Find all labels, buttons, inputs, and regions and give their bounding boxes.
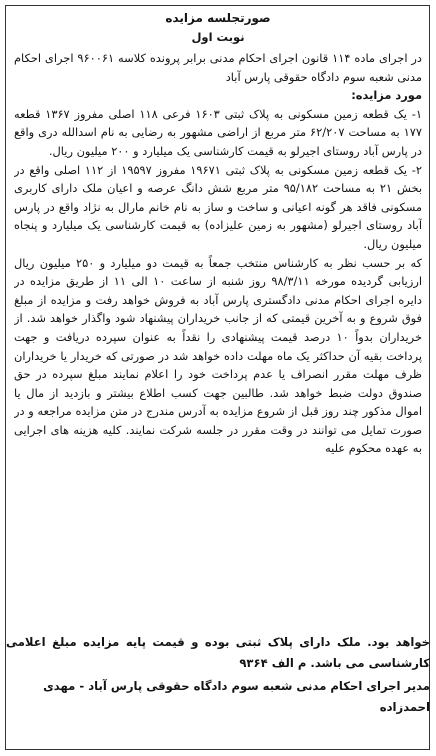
items-heading: مورد مزایده: xyxy=(351,88,422,103)
notice-intro: در اجرای ماده ۱۱۴ قانون اجرای احکام مدنی برابر پرونده کلاسه ۹۶۰۰۶۱ اجرای احکام مدنی شعبه سوم دادگاه حقوقی پارس آباد xyxy=(14,51,422,84)
signature-name: احمدزاده xyxy=(379,700,430,714)
signature-title: مدیر اجرای احکام مدنی شعبه سوم دادگاه حقوقی پارس آباد - مهدی xyxy=(43,679,430,693)
auction-item-2: ۲- یک قطعه زمین مسکونی به پلاک ثبتی ۱۹۶۷۱ مفروز ۱۹۵۹۷ از ۱۱۲ اصلی واقع در بخش ۲۱ به مساحت ۹۵/۱۸۲ متر مربع شش دانگ عرصه و اعیان ملک دارای کاربری مسکونی فاقد هر گونه اعیانی و ساخت و ساز به نام خانم مارال به نژاد واقع در پارس آباد روستای اجیرلو (مشهور به زمین علیزاده) به قیمت کارشناسی یک میلیارد و پنجاه میلیون ریال. xyxy=(14,162,422,251)
notice-round: نوبت اول xyxy=(191,30,245,44)
notice-title: صورتجلسه مزایده xyxy=(165,11,271,25)
notice-footer xyxy=(6,632,430,718)
auction-item-1: ۱- یک قطعه زمین مسکونی به پلاک ثبتی ۱۶۰۳ فرعی ۱۱۸ اصلی مفروز ۱۳۶۷ قطعه ۱۷۷ به مساحت ۶۲/۲۰۷ متر مربع از اراضی مشهور به رضایی به نام اسدالله دری واقع در پارس آباد روستای اجیرلو به قیمت کارشناسی یک میلیارد و ۲۰۰ میلیون ریال. xyxy=(14,106,422,158)
auction-notice-body xyxy=(14,8,422,626)
notice-closing: خواهد بود. ملک دارای پلاک ثبتی بوده و قیمت پایه مزایده مبلغ اعلامی کارشناسی می باشد. م الف ۹۳۶۴ xyxy=(6,635,430,670)
auction-terms: که بر حسب نظر به کارشناس منتخب جمعاً به قیمت دو میلیارد و ۲۵۰ میلیون ریال ارزیابی گردیده مورخه ۹۸/۳/۱۱ روز شنبه از ساعت ۱۰ الی ۱۱ از طریق مزایده در دایره اجرای احکام مدنی دادگستری پارس آباد به فروش خواهد رفت و مزایده از مبلغ فوق شروع و به آخرین قیمتی که از جانب خریداران پیشنهاد شود واگذار خواهد شد. از خریداران بدواً ۱۰ درصد قیمت پیشنهادی را نقداً به عنوان سپرده دریافت و جهت پرداخت بقیه آن حداکثر یک ماه مهلت داده خواهد شد در صورتی که خریدار یا خریداران ظرف مهلت مقرر انصراف یا عدم پرداخت خود را اعلام نمایند مبلغ سپرده در حق صندوق دولت ضبط خواهد شد. طالبین جهت کسب اطلاع بیشتر و بازدید از مال یا اموال مذکور چند روز قبل از شروع مزایده به آدرس مندرج در متن مزایده مراجعه و در صورت تمایل می توانند در وقت مقرر در جلسه شرکت نمایند. کلیه هزینه های اجرایی به عهده محکوم علیه xyxy=(14,255,422,456)
